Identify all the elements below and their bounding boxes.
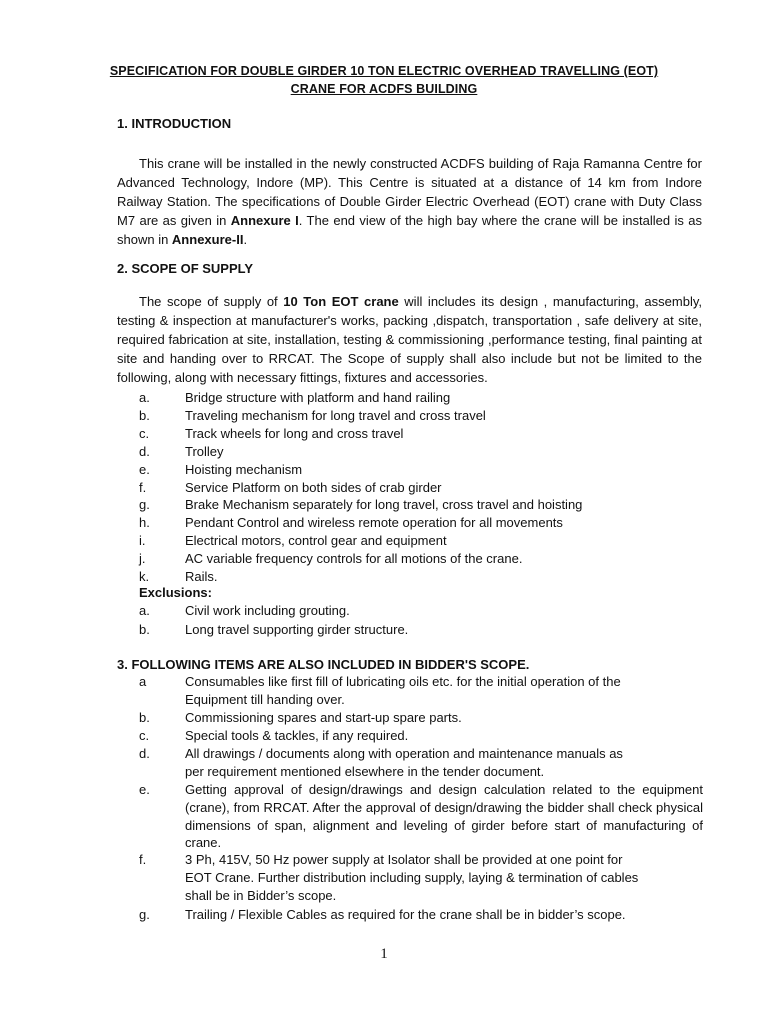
scope-item-label: f.: [139, 479, 147, 495]
intro-text-3: .: [243, 232, 248, 247]
scope-item-text: Hoisting mechanism: [185, 461, 303, 477]
document-title-line-2: CRANE FOR ACDFS BUILDING: [290, 82, 478, 96]
scope-item-label: i.: [139, 533, 146, 549]
bidder-scope-item-text: [185, 781, 703, 852]
bidder-scope-item-text: [185, 673, 703, 709]
bidder-scope-item-label: a: [139, 674, 147, 689]
scope-text-1: The scope of supply of: [139, 294, 284, 309]
section-2-paragraph: [117, 292, 702, 387]
bidder-scope-item-line: Consumables like first fill of lubricating oils etc. for the initial operation of the: [185, 674, 621, 689]
intro-text-2: . The end view of the high bay where the crane will be installed is as shown in: [117, 213, 703, 247]
bidder-scope-item-line: Getting approval of design/drawings and design calculation related to the equipment (crane), from RRCAT. After the approval of design/drawing the bidder shall check physical dimensions of span, alignment and leveling of girder before start of manufacturing of crane.: [185, 782, 703, 851]
scope-item-text: Trolley: [185, 443, 224, 459]
scope-item-text: Rails.: [185, 569, 218, 584]
bidder-scope-item-label: g.: [139, 907, 150, 922]
scope-item-text: Brake Mechanism separately for long travel, cross travel and hoisting: [185, 497, 583, 513]
scope-item-label: a.: [139, 390, 150, 405]
bidder-scope-item-line: EOT Crane. Further distribution including supply, laying & termination of cables: [185, 869, 639, 885]
bidder-scope-item-text: [185, 745, 703, 781]
bidder-scope-item-line: Commissioning spares and start-up spare parts.: [185, 710, 462, 725]
bidder-scope-item-line: 3 Ph, 415V, 50 Hz power supply at Isolator shall be provided at one point for: [185, 852, 623, 867]
annexure-2-ref: Annexure-II: [171, 232, 244, 247]
exclusion-item-text: Long travel supporting girder structure.: [185, 622, 409, 637]
annexure-1-ref: Annexure I: [230, 213, 299, 228]
scope-item-text: Electrical motors, control gear and equipment: [185, 533, 447, 549]
bidder-scope-item-text: [185, 727, 703, 745]
scope-item-label: g.: [139, 497, 150, 513]
page-number: 1: [380, 946, 388, 962]
section-1-paragraph: [117, 154, 702, 249]
scope-item-text: Service Platform on both sides of crab girder: [185, 479, 442, 495]
scope-item-text: Bridge structure with platform and hand railing: [185, 390, 451, 405]
bidder-scope-item-line: Special tools & tackles, if any required.: [185, 728, 409, 743]
scope-item-label: k.: [139, 569, 150, 584]
document-title-line-1: SPECIFICATION FOR DOUBLE GIRDER 10 TON ELECTRIC OVERHEAD TRAVELLING (EOT): [109, 64, 659, 78]
exclusions-heading: Exclusions:: [139, 585, 212, 600]
bidder-scope-item-line: per requirement mentioned elsewhere in the tender document.: [185, 763, 545, 779]
bidder-scope-item-line: shall be in Bidder’s scope.: [185, 887, 337, 903]
exclusion-item-text: Civil work including grouting.: [185, 603, 350, 618]
section-2-heading: 2. SCOPE OF SUPPLY: [117, 261, 254, 276]
bidder-scope-item-label: e.: [139, 782, 150, 797]
bidder-scope-item-text: [185, 906, 703, 924]
crane-name: 10 Ton EOT crane: [283, 294, 399, 309]
bidder-scope-item-line: Trailing / Flexible Cables as required for the crane shall be in bidder’s scope.: [185, 907, 626, 922]
bidder-scope-item-label: d.: [139, 746, 150, 761]
scope-item-label: e.: [139, 461, 150, 477]
bidder-scope-item-text: [185, 709, 703, 727]
scope-item-label: d.: [139, 443, 150, 459]
bidder-scope-item-text: [185, 851, 703, 904]
bidder-scope-item-line: All drawings / documents along with operation and maintenance manuals as: [185, 746, 623, 761]
bidder-scope-item-label: c.: [139, 728, 150, 743]
exclusion-item-label: b.: [139, 622, 150, 637]
intro-text-1: This crane will be installed in the newly constructed ACDFS building of Raja Ramanna Centre for Advanced Technology, Indore (MP). This Centre is situated at a distance of 14 km from Indore Railway Station. The specifications of Double Girder Electric Overhead (EOT) crane with Duty Class M7 are as given in: [117, 156, 702, 228]
scope-item-text: Traveling mechanism for long travel and cross travel: [185, 407, 486, 423]
section-3-heading: 3. FOLLOWING ITEMS ARE ALSO INCLUDED IN BIDDER'S SCOPE.: [117, 657, 530, 672]
bidder-scope-item-label: b.: [139, 710, 150, 725]
scope-item-text: Track wheels for long and cross travel: [185, 425, 404, 441]
scope-item-label: j.: [139, 551, 146, 567]
bidder-scope-item-label: f.: [139, 852, 147, 867]
bidder-scope-item-line: Equipment till handing over.: [185, 691, 345, 707]
section-1-heading: 1. INTRODUCTION: [117, 116, 232, 131]
scope-item-label: h.: [139, 515, 150, 531]
scope-item-label: b.: [139, 407, 150, 423]
scope-text-2: will includes its design , manufacturing, assembly, testing & inspection at manufacturer's works, packing ,dispatch, transportation , safe delivery at site, required fabrication at site, installation, testing & commissioning ,performance testing, final painting at site and handing over to RRCAT. The Scope of supply shall also include but not be limited to the following, along with necessary fittings, fixtures and accessories.: [117, 294, 702, 385]
exclusion-item-label: a.: [139, 603, 150, 618]
scope-item-label: c.: [139, 425, 150, 441]
scope-item-text: AC variable frequency controls for all motions of the crane.: [185, 551, 523, 567]
scope-item-text: Pendant Control and wireless remote operation for all movements: [185, 515, 563, 531]
